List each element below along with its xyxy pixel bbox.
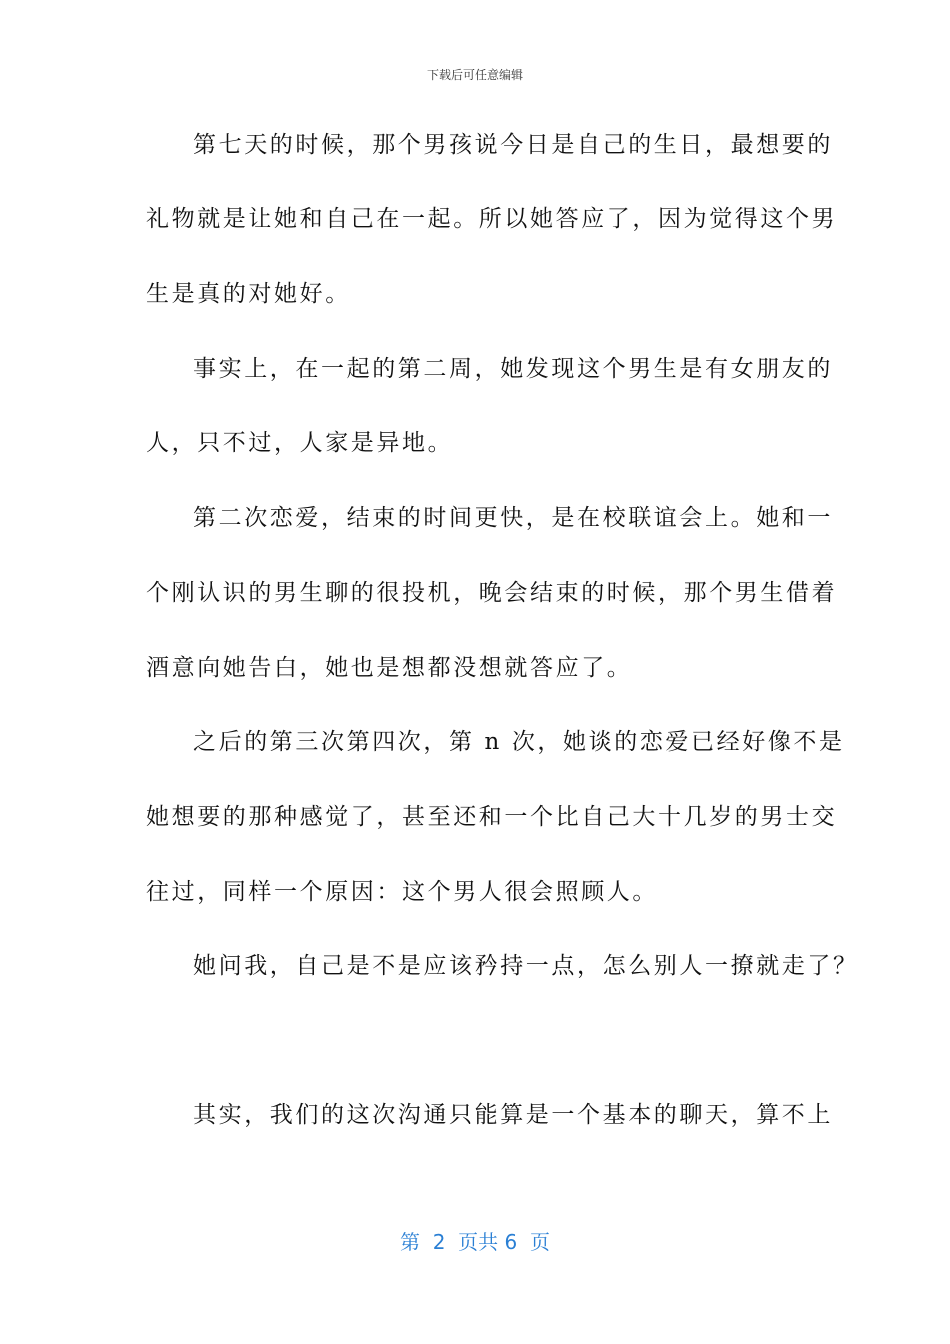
paragraph-line: 往过，同样一个原因：这个男人很会照顾人。 [146, 879, 658, 905]
paragraph-line: 生是真的对她好。 [146, 281, 351, 307]
paragraph-line: 事实上，在一起的第二周，她发现这个男生是有女朋友的 [193, 356, 833, 382]
paragraph-line: 其实，我们的这次沟通只能算是一个基本的聊天，算不上 [193, 1102, 833, 1128]
paragraph-line: 她想要的那种感觉了，甚至还和一个比自己大十几岁的男士交 [146, 804, 838, 830]
paragraph-line: 第七天的时候，那个男孩说今日是自己的生日，最想要的 [193, 132, 833, 158]
paragraph-line: 她问我，自己是不是应该矜持一点，怎么别人一撩就走了？ [193, 953, 859, 979]
paragraph-line: 个刚认识的男生聊的很投机，晚会结束的时候，那个男生借着 [146, 580, 838, 606]
page-number-footer: 第 2 页共 6 页 [400, 1230, 550, 1254]
paragraph-line: 礼物就是让她和自己在一起。所以她答应了，因为觉得这个男 [146, 206, 838, 232]
paragraph-line: 酒意向她告白，她也是想都没想就答应了。 [146, 655, 633, 681]
paragraph-line: 人，只不过，人家是异地。 [146, 430, 454, 456]
paragraph-line: 第二次恋爱，结束的时间更快，是在校联谊会上。她和一 [193, 505, 833, 531]
paragraph-line: 之后的第三次第四次，第 n 次，她谈的恋爱已经好像不是 [193, 729, 845, 755]
page-header: 下载后可任意编辑 [426, 68, 523, 82]
